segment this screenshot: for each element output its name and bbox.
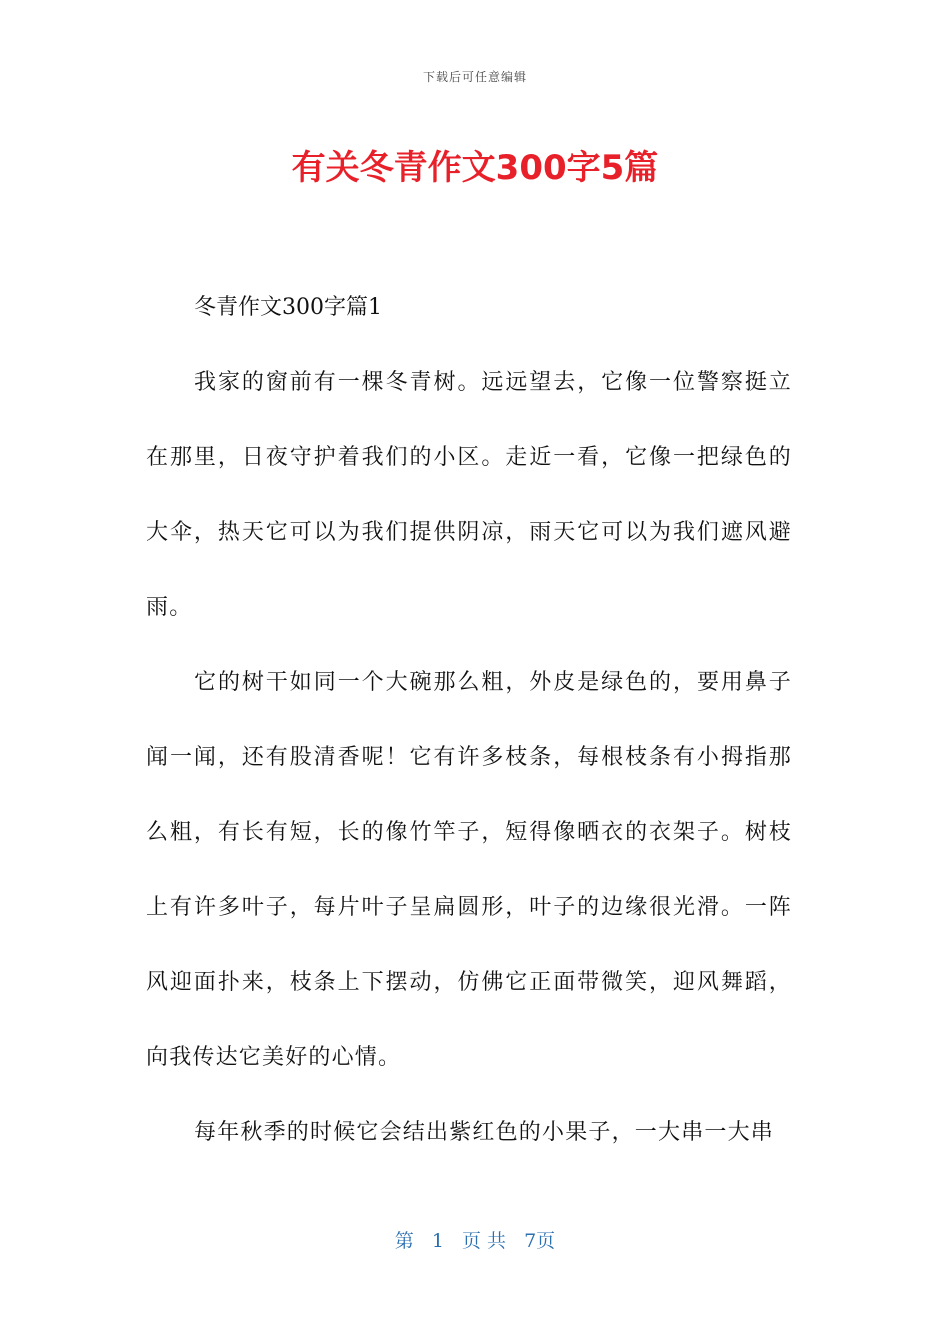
footer-prefix: 第 <box>394 1230 414 1252</box>
page-footer <box>0 1226 950 1253</box>
footer-middle: 页 共 <box>462 1230 507 1252</box>
document-title: 有关冬青作文300字5篇 <box>291 148 659 188</box>
section-heading: 冬青作文300字篇1 <box>194 295 382 320</box>
document-body <box>146 270 792 1170</box>
footer-page-number: 1 <box>431 1230 444 1252</box>
paragraph-1: 我家的窗前有一棵冬青树。远远望去，它像一位警察挺立在那里，日夜守护着我们的小区。走近一看，它像一把绿色的大伞，热天它可以为我们提供阴凉，雨天它可以为我们遮风避雨。 <box>146 370 792 620</box>
paragraph-3: 每年秋季的时候它会结出紫红色的小果子，一大串一大串 <box>194 1120 775 1145</box>
footer-total-pages: 7页 <box>524 1230 556 1252</box>
paragraph-2: 它的树干如同一个大碗那么粗，外皮是绿色的，要用鼻子闻一闻，还有股清香呢！它有许多枝条，每根枝条有小拇指那么粗，有长有短，长的像竹竿子，短得像晒衣的衣架子。树枝上有许多叶子，每片叶子呈扁圆形，叶子的边缘很光滑。一阵风迎面扑来，枝条上下摆动，仿佛它正面带微笑，迎风舞蹈，向我传达它美好的心情。 <box>146 670 792 1070</box>
header-note: 下载后可任意编辑 <box>422 70 527 84</box>
